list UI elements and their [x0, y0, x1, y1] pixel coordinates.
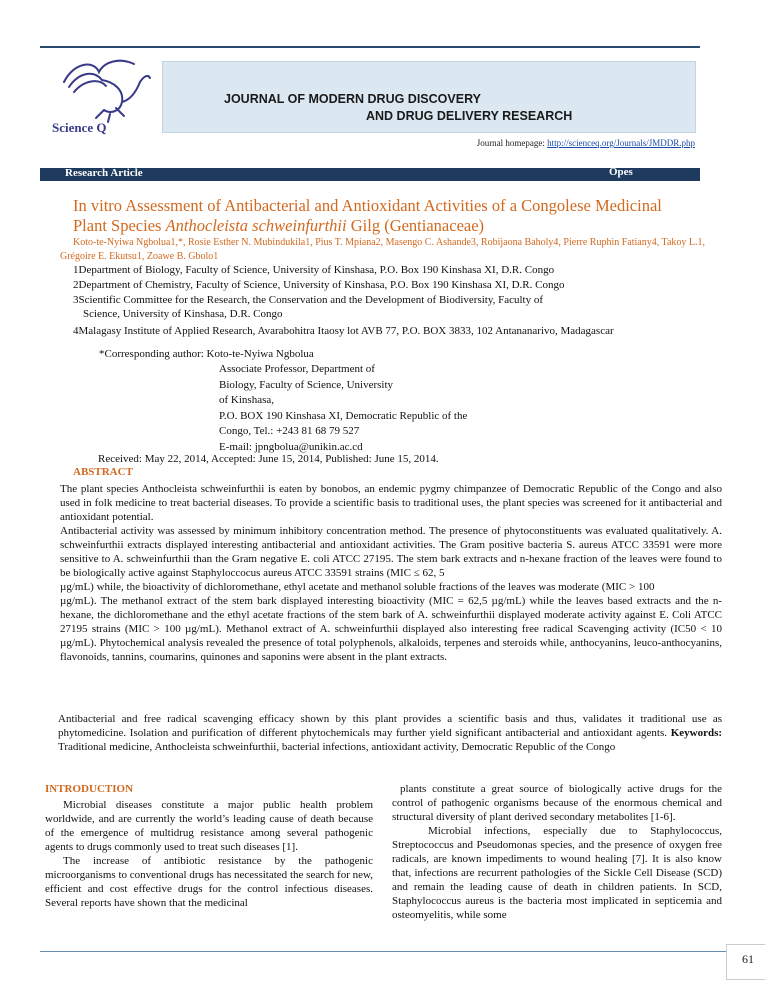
access-label: Opes [609, 166, 633, 178]
article-dates: Received: May 22, 2014, Accepted: June 15, 2014, Published: June 15, 2014. [98, 453, 439, 465]
abstract-p1: The plant species Anthocleista schweinfurthii is eaten by bonobos, an endemic pygmy chimpanzee of Democratic Republic of the Congo and also used in folk medicine to treat bacterial diseases. To provide a scientific basis to traditional uses, the plant species was screened for it antibacterial and antioxidant potential. [60, 483, 722, 523]
abstract-p5: Antibacterial and free radical scavenging efficacy shown by this plant provides a scientific basis and thus, validates it traditional use as phytomedicine. Isolation and purification of different phytochemicals may further yield significant antibacterial and antioxidant agents. [58, 713, 722, 739]
corresponding-author: *Corresponding author: Koto-te-Nyiwa Ngbolua [99, 348, 314, 360]
corr-line: P.O. BOX 190 Kinshasa XI, Democratic Republic of the [219, 409, 468, 422]
corr-line: Biology, Faculty of Science, University [219, 378, 394, 391]
keywords-label: Keywords: [670, 727, 723, 739]
title-line-1: In vitro Assessment of Antibacterial and Antioxidant Activities of a Congolese Medicinal [73, 196, 662, 215]
homepage-link[interactable]: http://scienceq.org/Journals/JMDDR.php [547, 138, 695, 148]
title-pre: Plant Species [73, 216, 166, 235]
intro-column-right [392, 782, 722, 922]
abstract-p2: Antibacterial activity was assessed by minimum inhibitory concentration method. The presence of phytoconstituents was evaluated qualitatively. A. schweinfurthii extracts displayed interesting antibacterial and antioxidant activities. The Gram positive bacteria S. aureus ATCC 33591 were more sensitive to A. schweinfurthii than the Gram negative E. coli ATCC 27195. The stem bark extracts and n-hexane fraction of the leaves were found to be biologically active against Staphyloccocus aureus ATCC 33591 strains (MIC ≤ 62, 5 [60, 525, 722, 579]
abstract-p3: µg/mL) while, the bioactivity of dichloromethane, ethyl acetate and methanol soluble fractions of the leaves was moderate (MIC > 100 [60, 581, 655, 593]
affiliation-3-cont: Science, University of Kinshasa, D.R. Congo [83, 308, 283, 320]
title-line-2 [73, 216, 713, 236]
intro-p1: Microbial diseases constitute a major public health problem worldwide, and are currently the world’s leading cause of death because of the emergence of multidrug resistance among several pathogenic agents to drugs commonly used to treat such diseases [1]. [45, 799, 373, 853]
corr-email: E-mail: jpngbolua@unikin.ac.cd [219, 440, 363, 453]
abstract-p4: µg/mL). The methanol extract of the stem bark displayed interesting bioactivity (MIC = 62,5 µg/mL) while the leaves based extracts and the n-hexane, the dichloromethane and the ethyl acetate fractions of the stem bark of A. schweinfurthii displayed moderate activity against E. Coli ATCC 27195 strains (MIC > 100 µg/mL). Methanol extract of A. schweinfurthii displayed also interesting free radical Scavenging activity (IC50 < 10 µg/mL). Phytochemical analysis revealed the presence of total polyphenols, alkaloids, terpenes and steroids while, anthocyanins, leuco-anthocyanins, flavonoids, tannins, coumarins, quinones and saponins were absent in the plant extracts. [60, 595, 722, 663]
title-post: Gilg (Gentianaceae) [346, 216, 485, 235]
journal-title-line2: AND DRUG DELIVERY RESEARCH [366, 109, 573, 123]
author-list: Koto-te-Nyiwa Ngbolua1,*, Rosie Esther N. Mubindukila1, Pius T. Mpiana2, Masengo C. Ashande3, Robijaona Baholy4, Pierre Ruphin Fatiany4, Takoy L.1, Grégoire E. Ekutsu1, Zoawe B. Gbolo1 [60, 237, 706, 262]
corr-line: of Kinshasa, [219, 394, 274, 406]
intro-p3: plants constitute a great source of biologically active drugs for the control of pathogenic organisms because of the enormous chemical and structural diversity of plant derived secondary metabolites [1-6]. [392, 783, 722, 823]
page-number: 61 [742, 952, 754, 966]
bottom-rule [40, 951, 726, 952]
abstract-heading: ABSTRACT [73, 466, 133, 478]
journal-title-line1: JOURNAL OF MODERN DRUG DISCOVERY [224, 92, 481, 106]
abstract-body [60, 482, 722, 664]
affiliation-1: 1Department of Biology, Faculty of Science, University of Kinshasa, P.O. Box 190 Kinshasa XI, D.R. Congo [73, 264, 555, 276]
article-title [73, 196, 713, 236]
abstract-conclusion [58, 712, 722, 754]
article-type-label: Research Article [65, 167, 143, 179]
affiliation-3: 3Scientific Committee for the Research, the Conservation and the Development of Biodiversity, Faculty of [73, 294, 544, 306]
logo-text: Science Q [52, 120, 107, 135]
affiliation-2: 2Department of Chemistry, Faculty of Science, University of Kinshasa, P.O. Box 190 Kinshasa XI, D.R. Congo [73, 279, 565, 291]
introduction-heading: INTRODUCTION [45, 783, 134, 795]
journal-homepage [477, 138, 695, 148]
affiliation-4: 4Malagasy Institute of Applied Research, Avarabohitra Itaosy lot AVB 77, P.O. BOX 3833, 102 Antananarivo, Madagascar [73, 325, 614, 337]
title-species: Anthocleista schweinfurthii [165, 216, 347, 235]
corresponding-details [219, 362, 519, 455]
intro-column-left [45, 798, 373, 910]
homepage-label: Journal homepage: [476, 138, 545, 148]
top-rule [40, 46, 700, 48]
intro-p2: The increase of antibiotic resistance by the pathogenic microorganisms to conventional drugs has necessitated the search for new, efficient and cost effective drugs for the control infectious diseases. Several reports have shown that the medicinal [45, 855, 373, 909]
intro-p4: Microbial infections, especially due to Staphylococcus, Streptococcus and Pseudomonas species, and the presence of oxygen free radicals, are known impediments to wound healing [7]. It is also know that, infections are recurrent pathologies of the Sickle Cell Disease (SCD) and remain the leading cause of death in children patients. In SCD, Staphylococcus aureus is the bacteria most implicated in septicemia and osteomyelitis, while some [392, 825, 722, 921]
corr-line: Associate Professor, Department of [219, 363, 375, 375]
keywords: Traditional medicine, Anthocleista schweinfurthii, bacterial infections, antioxidant activity, Democratic Republic of the Congo [58, 741, 616, 753]
corr-line: Congo, Tel.: +243 81 68 79 527 [219, 425, 360, 437]
